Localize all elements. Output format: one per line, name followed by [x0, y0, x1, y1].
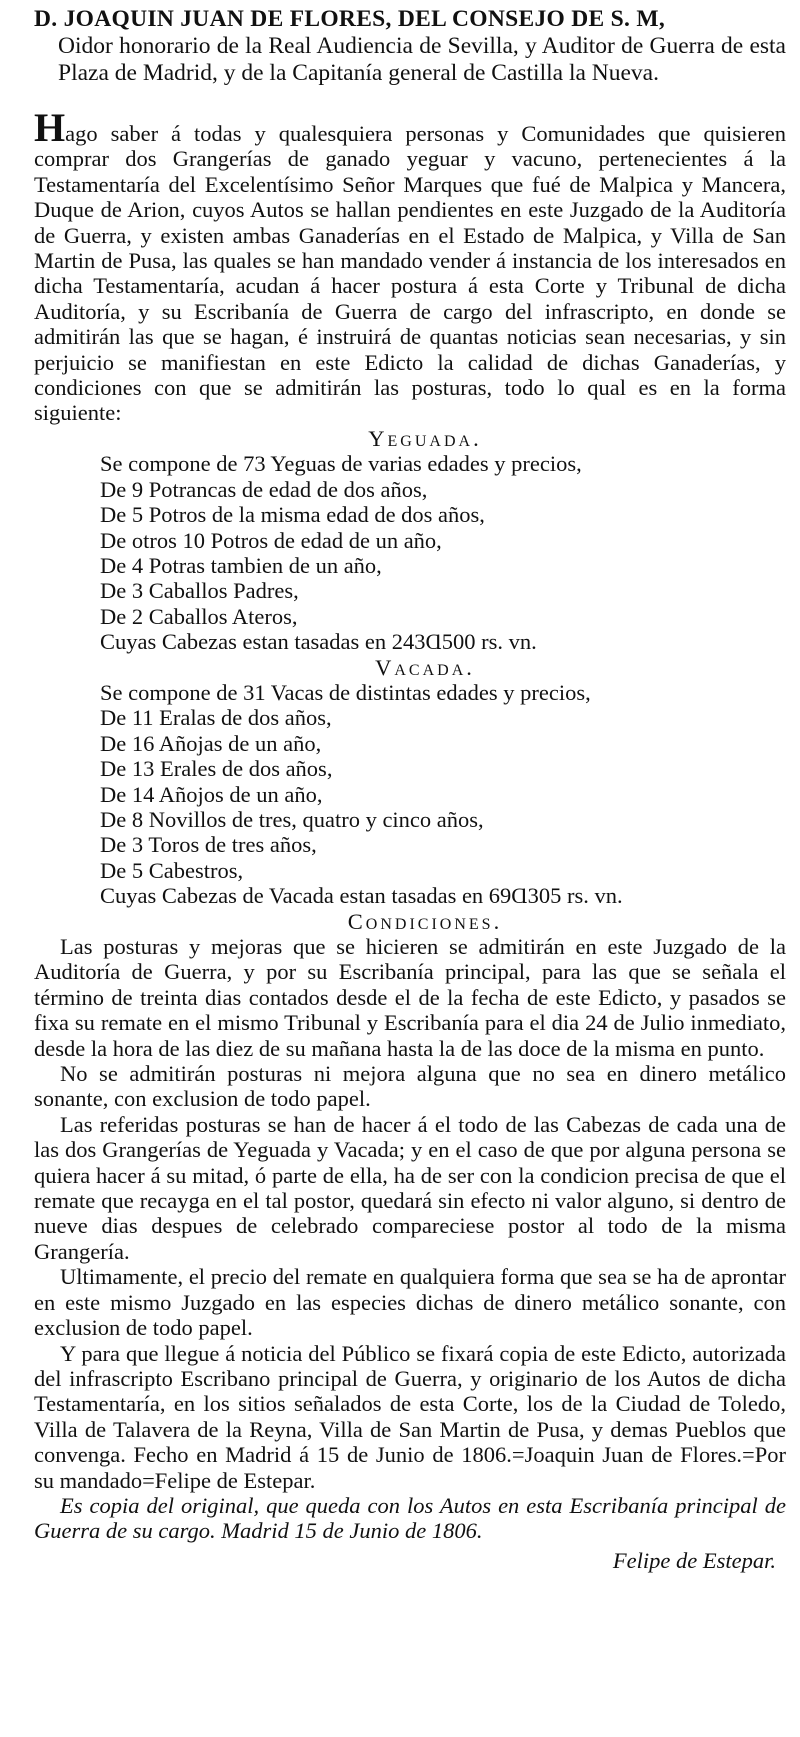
list-item: De 3 Toros de tres años,	[100, 832, 317, 858]
list-item: De 13 Erales de dos años,	[100, 756, 333, 782]
list-item: De 16 Añojas de un año,	[100, 730, 322, 756]
list-item: Cuyas Cabezas estan tasadas en 243Ɑ500 rs. vn.	[100, 629, 537, 655]
list-item: De otros 10 Potros de edad de un año,	[100, 527, 442, 553]
list-item: Se compone de 73 Yeguas de varias edades y precios,	[100, 451, 582, 477]
list-item: De 9 Potrancas de edad de dos años,	[100, 476, 428, 502]
list-item: De 14 Añojos de un año,	[100, 781, 323, 807]
list-item: Cuyas Cabezas de Vacada estan tasadas en 69Ɑ305 rs. vn.	[100, 883, 623, 909]
section-title-vacada: Vacada.	[375, 654, 475, 680]
list-item: De 11 Eralas de dos años,	[100, 705, 332, 731]
edict-body	[34, 105, 786, 1573]
list-item: De 5 Cabestros,	[100, 857, 244, 883]
list-item: De 4 Potras tambien de un año,	[100, 552, 382, 578]
condition-paragraph: Las posturas y mejoras que se hicieren se admitirán en este Juzgado de la Auditoría de Guerra, y por su Escribanía principal, para las que se señala el término de treinta dias contados desde el de la fecha de este Edicto, y pasados se fixa su remate en el mismo Tribunal y Escribanía para el dia 24 de Julio inmediato, desde la hora de las diez de su mañana hasta la de las doce de la misma en punto.	[34, 934, 786, 1061]
list-item: De 3 Caballos Padres,	[100, 578, 299, 604]
vacada-list	[34, 680, 786, 909]
official-offices: Oidor honorario de la Real Audiencia de Sevilla, y Auditor de Guerra de esta Plaza de Madrid, y de la Capitanía general de Castilla la Nueva.	[58, 33, 786, 86]
intro-paragraph	[34, 105, 786, 426]
list-item: De 5 Potros de la misma edad de dos años,	[100, 502, 485, 528]
yeguada-list	[34, 451, 786, 654]
condition-paragraph: Las referidas posturas se han de hacer á el todo de las Cabezas de cada una de las dos Grangerías de Yeguada y Vacada; y en el caso de que por alguna persona se quiera hacer á su mitad, ó parte de ella, ha de ser con la condicion precisa de que el remate que recayga en el tal postor, quedará sin efecto ni valor alguno, si dentro de nueve dias despues de celebrado compareciese postor al todo de la misma Grangería.	[34, 1111, 786, 1264]
closing-paragraph: Y para que llegue á noticia del Público se fixará copia de este Edicto, autorizada del infrascripto Escribano principal de Guerra, y originario de los Autos de dicha Testamentaría, en los sitios señalados de esta Corte, los de la Ciudad de Toledo, Villa de Talavera de la Reyna, Villa de San Martin de Pusa, y demas Pueblos que convenga. Fecho en Madrid á 15 de Junio de 1806.=Joaquin Juan de Flores.=Por su mandado=Felipe de Estepar.	[34, 1340, 786, 1493]
signature: Felipe de Estepar.	[612, 1547, 776, 1573]
section-title-condiciones: Condiciones.	[347, 908, 503, 934]
official-name-title: D. JOAQUIN JUAN DE FLORES, DEL CONSEJO DE S. M,	[34, 6, 666, 32]
drop-cap: H	[34, 105, 66, 150]
condition-paragraph: No se admitirán posturas ni mejora alguna que no sea en dinero metálico sonante, con exclusion de todo papel.	[34, 1061, 786, 1112]
intro-text: ago saber á todas y qualesquiera personas y Comunidades que quisieren comprar dos Grangerías de ganado yeguar y vacuno, pertenecientes á la Testamentaría del Excelentísimo Señor Marques que fué de Malpica y Mancera, Duque de Arion, cuyos Autos se hallan pendientes en este Juzgado de la Auditoría de Guerra, y existen ambas Ganaderías en el Estado de Malpica, y Villa de San Martin de Pusa, las quales se han mandado vender á instancia de los interesados en dicha Testamentaría, acudan á hacer postura á esta Corte y Tribunal de dicha Auditoría, y su Escribanía de Guerra de cargo del infrascripto, en donde se admitirán las que se hagan, é instruirá de quantas noticias sean necesarias, y sin perjuicio se manifiestan en este Edicto la calidad de dichas Ganaderías, y condiciones con que se admitirán las posturas, todo lo qual es en la forma siguiente:	[34, 121, 786, 426]
edict-heading	[34, 6, 786, 87]
list-item: De 2 Caballos Ateros,	[100, 603, 298, 629]
certification-note: Es copia del original, que queda con los Autos en esta Escribanía principal de Guerra de su cargo. Madrid 15 de Junio de 1806.	[34, 1492, 786, 1544]
list-item: Se compone de 31 Vacas de distintas edades y precios,	[100, 679, 591, 705]
condition-paragraph: Ultimamente, el precio del remate en qualquiera forma que sea se ha de aprontar en este mismo Juzgado en las especies dichas de dinero metálico sonante, con exclusion de todo papel.	[34, 1264, 786, 1341]
section-title-yeguada: Yeguada.	[368, 425, 482, 451]
list-item: De 8 Novillos de tres, quatro y cinco años,	[100, 806, 484, 832]
